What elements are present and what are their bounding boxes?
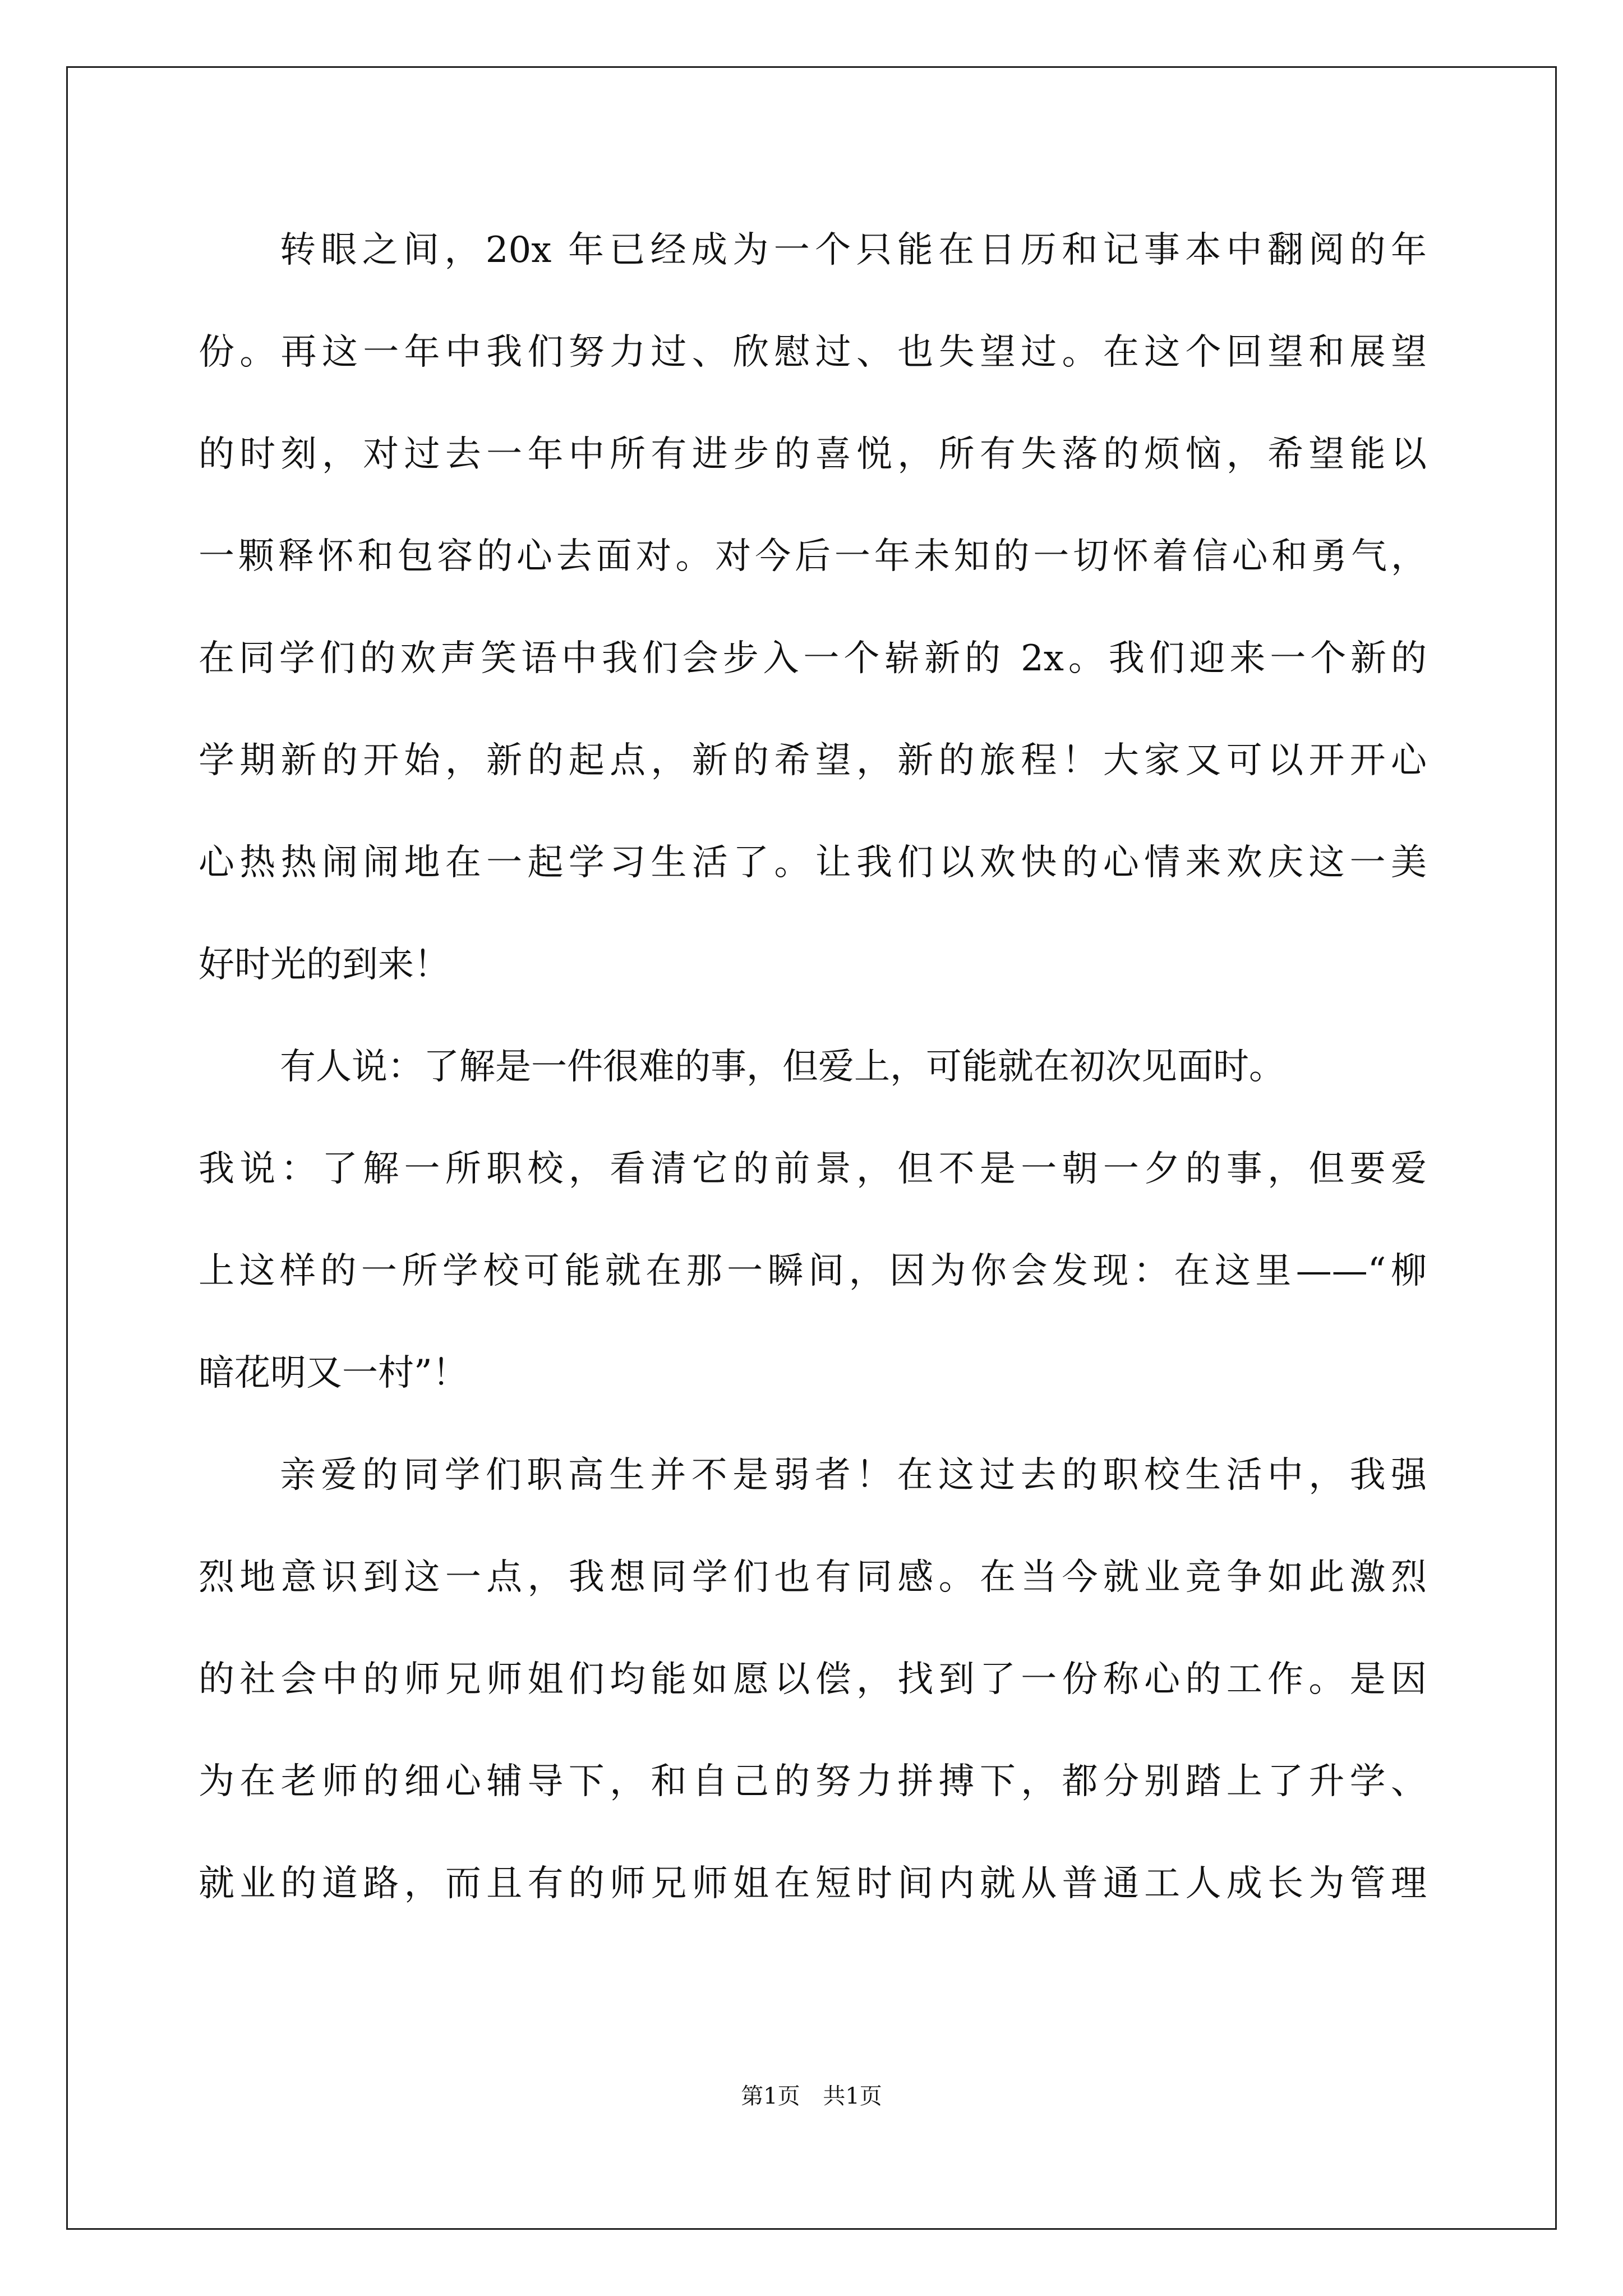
paragraph-2-line-3: 上这样的一所学校可能就在那一瞬间，因为你会发现：在这里——“柳 xyxy=(199,1250,1427,1292)
paragraph-1-line-3: 的时刻，对过去一年中所有进步的喜悦，所有失落的烦恼，希望能以 xyxy=(199,434,1427,475)
page-number-total: 共1页 xyxy=(823,2083,882,2109)
paragraph-1-line-1: 转眼之间，20x 年已经成为一个只能在日历和记事本中翻阅的年 xyxy=(280,229,1427,271)
paragraph-1-line-4: 一颗释怀和包容的心去面对。对今后一年未知的一切怀着信心和勇气， xyxy=(199,536,1427,577)
paragraph-3-line-3: 的社会中的师兄师姐们均能如愿以偿，找到了一份称心的工作。是因 xyxy=(199,1659,1427,1700)
paragraph-3-line-4: 为在老师的细心辅导下，和自己的努力拼搏下，都分别踏上了升学、 xyxy=(199,1761,1427,1802)
paragraph-3-line-2: 烈地意识到这一点，我想同学们也有同感。在当今就业竞争如此激烈 xyxy=(199,1557,1427,1598)
paragraph-3-line-5: 就业的道路，而且有的师兄师姐在短时间内就从普通工人成长为管理 xyxy=(199,1863,1427,1904)
paragraph-2-line-4: 暗花明又一村”！ xyxy=(199,1352,468,1394)
paragraph-3-line-1: 亲爱的同学们职高生并不是弱者！在这过去的职校生活中，我强 xyxy=(280,1455,1427,1496)
paragraph-1-line-2: 份。再这一年中我们努力过、欣慰过、也失望过。在这个回望和展望 xyxy=(199,332,1427,373)
paragraph-1-line-7: 心热热闹闹地在一起学习生活了。让我们以欢快的心情来欢庆这一美 xyxy=(199,842,1427,884)
page-footer xyxy=(0,2082,1623,2110)
document-body xyxy=(199,199,1427,1935)
paragraph-2-line-2: 我说：了解一所职校，看清它的前景，但不是一朝一夕的事，但要爱 xyxy=(199,1148,1427,1190)
paragraph-1-line-8: 好时光的到来！ xyxy=(199,944,450,986)
paragraph-1-line-6: 学期新的开始，新的起点，新的希望，新的旅程！大家又可以开开心 xyxy=(199,740,1427,781)
page-number-current: 第1页 xyxy=(741,2083,800,2109)
paragraph-2-line-1: 有人说：了解是一件很难的事，但爱上，可能就在初次见面时。 xyxy=(280,1046,1285,1088)
paragraph-1-line-5: 在同学们的欢声笑语中我们会步入一个崭新的 2x。我们迎来一个新的 xyxy=(199,638,1427,679)
